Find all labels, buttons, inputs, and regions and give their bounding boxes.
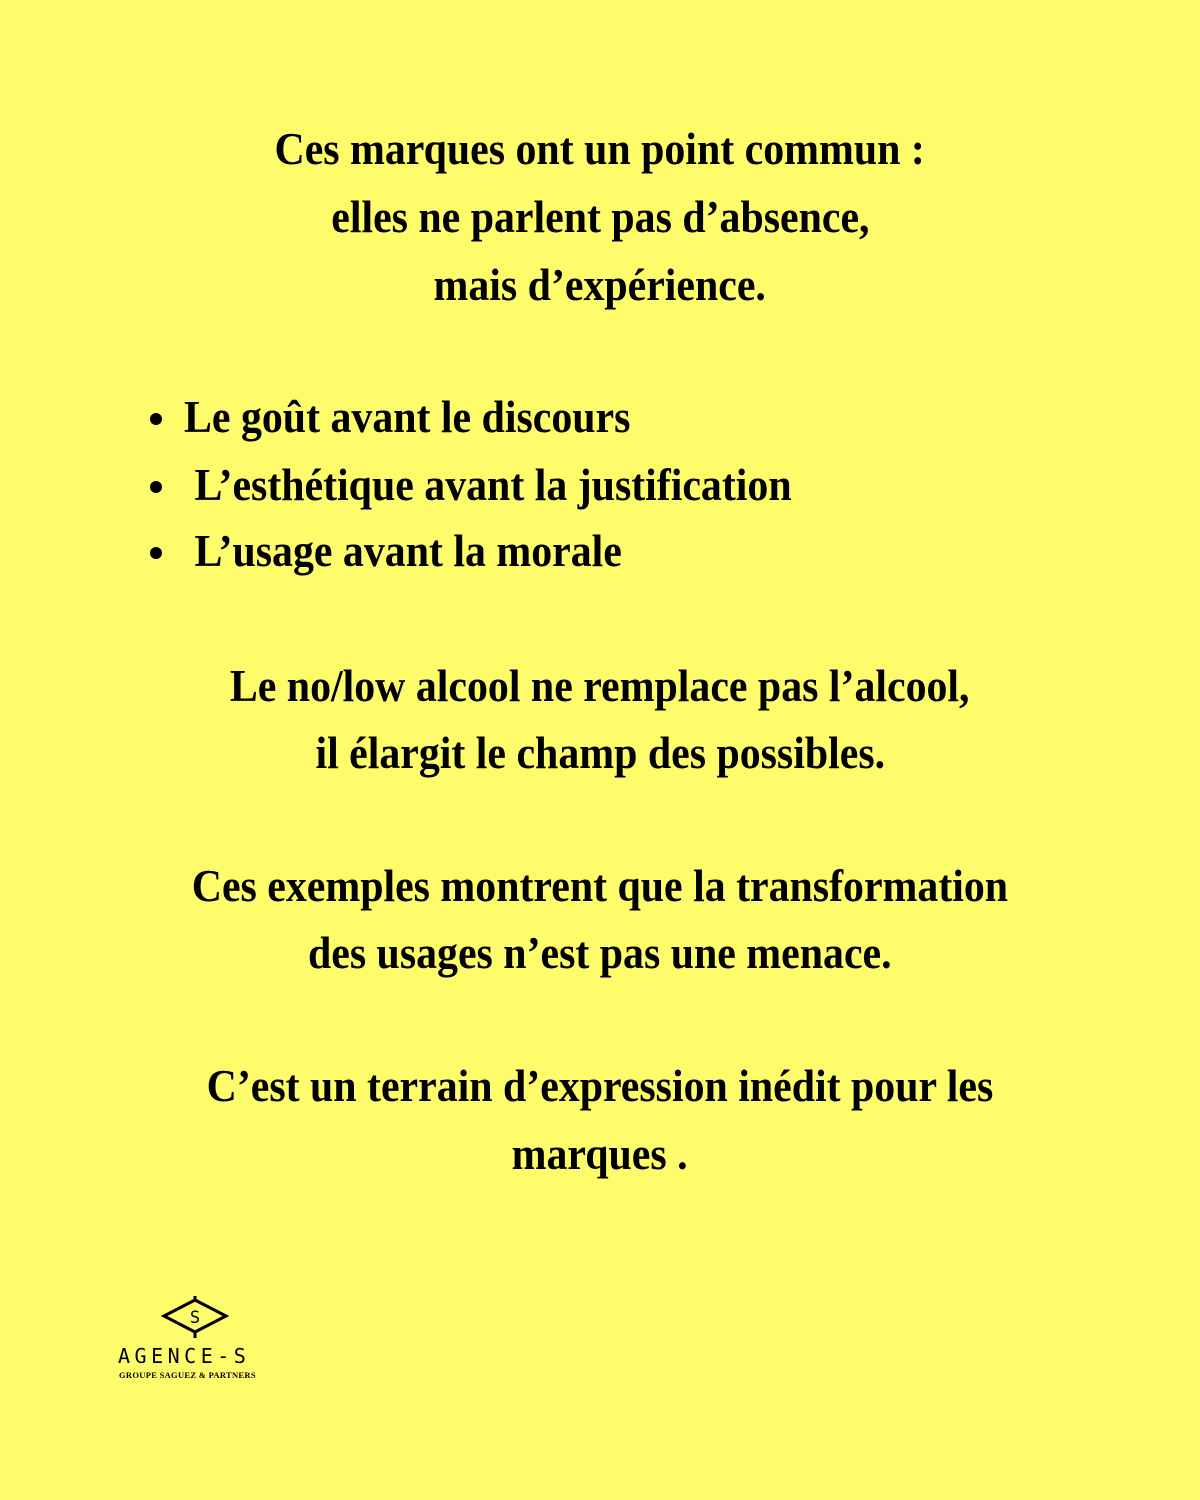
bullet-dot-icon [150, 547, 162, 559]
bullet-dot-icon [150, 481, 162, 493]
conclusion-line-2 [0, 1129, 1200, 1179]
bullet-text: Le goût avant le discours [184, 392, 631, 442]
intro-line-2 [0, 192, 1200, 242]
intro-line-3 [0, 260, 1200, 310]
svg-text:S: S [189, 1308, 201, 1328]
intro-text-2: elles ne parlent pas d’absence, [330, 192, 870, 242]
examples-line-2 [0, 928, 1200, 978]
intro-text-3: mais d’expérience. [433, 260, 767, 310]
statement-line-2 [0, 728, 1200, 778]
intro-line-1 [0, 124, 1200, 174]
logo-tagline: GROUPE SAGUEZ & PARTNERS [119, 1370, 256, 1380]
statement-line-1 [0, 661, 1200, 711]
statement-text-1: Le no/low alcool ne remplace pas l’alcool, [230, 661, 970, 711]
diamond-s-icon [160, 1296, 230, 1340]
bullet-text: L’usage avant la morale [184, 526, 622, 576]
bullet-text: L’esthétique avant la justification [184, 460, 792, 510]
conclusion-text-1: C’est un terrain d’expression inédit pour les [206, 1061, 994, 1111]
bullet-dot-icon [150, 413, 162, 425]
examples-text-2: des usages n’est pas une menace. [308, 928, 892, 978]
examples-line-1 [0, 861, 1200, 911]
statement-text-2: il élargit le champ des possibles. [315, 728, 885, 778]
bullet-item [150, 392, 664, 442]
bullet-item [150, 460, 837, 510]
intro-text-1: Ces marques ont un point commun : [274, 124, 926, 174]
bullet-item [150, 526, 655, 576]
conclusion-text-2: marques . [512, 1129, 688, 1179]
agence-s-logo [118, 1296, 278, 1386]
conclusion-line-1 [0, 1061, 1200, 1111]
examples-text-1: Ces exemples montrent que la transformation [191, 861, 1009, 911]
logo-name: AGENCE-S [118, 1344, 251, 1368]
